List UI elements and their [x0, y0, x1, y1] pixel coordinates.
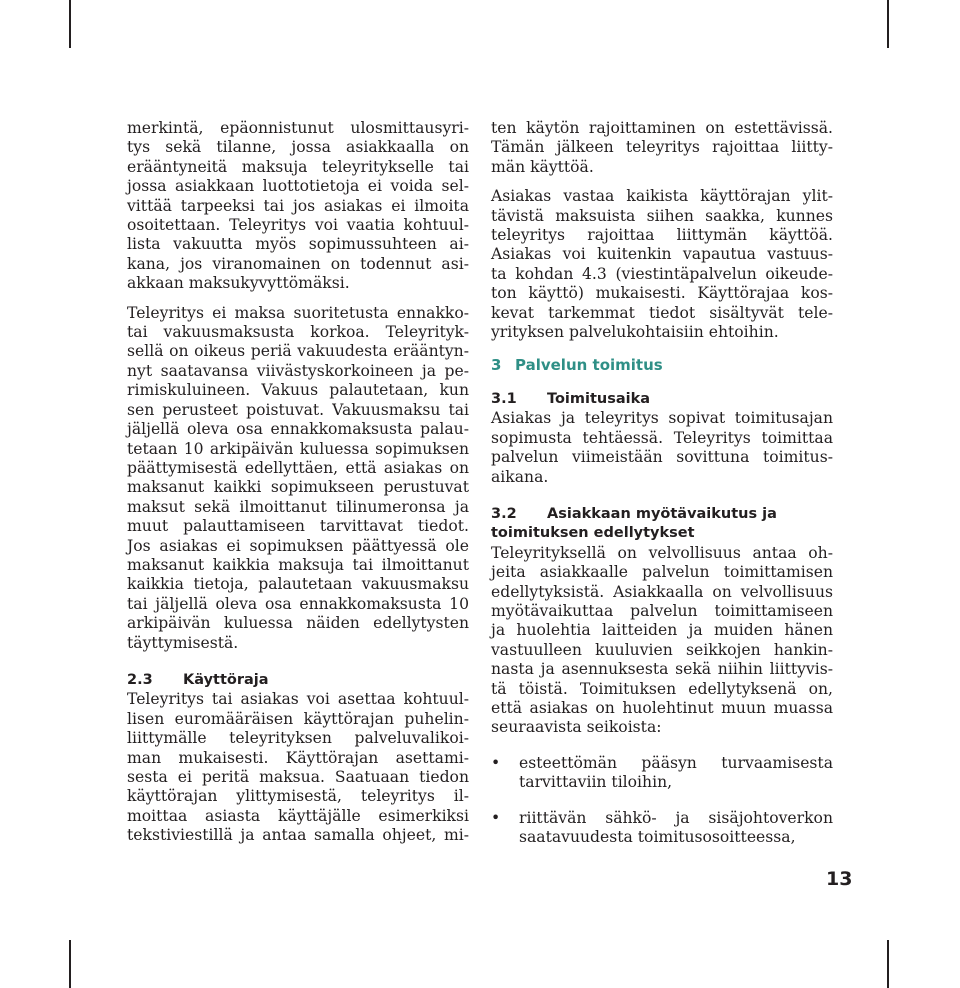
- left-paragraph-2: [127, 304, 469, 653]
- page-number: 13: [826, 868, 853, 890]
- text-line: maksut sekä ilmoittanut tilinumeronsa ja: [127, 497, 469, 516]
- left-column: [127, 119, 469, 846]
- text-line: tai jäljellä oleva osa ennakkomaksusta 10: [127, 594, 469, 613]
- section-number: 3: [491, 356, 502, 375]
- text-line: tetaan 10 arkipäivän kuluessa sopimuksen: [127, 439, 469, 458]
- text-line: saatavuudesta toimitusosoitteessa,: [519, 828, 796, 846]
- text-line: tai vakuusmaksusta korkoa. Teleyrityk-: [127, 323, 469, 342]
- text-line: Teleyritys ei maksa suoritetusta ennakko-: [127, 303, 469, 322]
- text-line: Asiakas vastaa kaikista käyttörajan ylit-: [491, 187, 833, 206]
- text-line: sellä on oikeus periä vakuudesta erääntyn-: [127, 342, 469, 361]
- text-line: kana, jos viranomainen on todennut asi-: [127, 254, 469, 273]
- section-heading: [491, 505, 833, 524]
- text-line: liittymälle teleyrityksen palveluvalikoi-: [127, 729, 469, 748]
- text-line: osoitettaan. Teleyritys voi vaatia kohtuul-: [127, 216, 469, 235]
- text-line: akkaan maksukyvyttömäksi.: [127, 274, 350, 293]
- text-line: man mukaisesti. Käyttörajan asettami-: [127, 748, 469, 767]
- text-line: esteettömän pääsyn turvaamisesta: [519, 753, 833, 772]
- text-line: päättymisestä edellyttäen, että asiakas on: [127, 458, 469, 477]
- text-line: jossa asiakkaan luottotietoja ei voida sel-: [127, 177, 469, 196]
- text-line: tarvittaviin tiloihin,: [519, 773, 673, 792]
- text-line: aikana.: [491, 467, 549, 486]
- section-heading: [491, 390, 833, 409]
- text-line: Asiakas voi kuitenkin vapautua vastuus-: [491, 245, 833, 264]
- section-3-2: [491, 505, 833, 738]
- text-line: kaikkia tietoja, palautetaan vakuusmaksu: [127, 575, 469, 594]
- bullet-item: [491, 809, 833, 848]
- text-line: sopimusta tehtäessä. Teleyritys toimittaa: [491, 428, 833, 447]
- section-3-1: [491, 390, 833, 487]
- section-title-continued: toimituksen edellytykset: [491, 525, 695, 542]
- text-line: yrityksen palvelukohtaisiin ehtoihin.: [491, 323, 779, 342]
- text-line: lisen euromääräisen käyttörajan puhelin-: [127, 709, 469, 728]
- section-title: Toimitusaika: [547, 390, 651, 407]
- text-line: edellytyksistä. Asiakkaalla on velvollisuus: [491, 582, 833, 601]
- text-line: jeita asiakkaalle palvelun toimittamisen: [491, 563, 833, 582]
- text-line: käyttörajan ylittymisestä, teleyritys il-: [127, 787, 469, 806]
- text-line: vittää tarpeeksi tai jos asiakas ei ilmoita: [127, 196, 469, 215]
- text-line: merkintä, epäonnistunut ulosmittausyri-: [127, 119, 469, 137]
- text-line: myötävaikuttaa palvelun toimittamiseen: [491, 601, 833, 620]
- section-2-3: [127, 671, 469, 846]
- text-line: teleyritys rajoittaa liittymän käyttöä.: [491, 226, 833, 245]
- text-line: riittävän sähkö- ja sisäjohtoverkon: [519, 808, 833, 827]
- text-line: rimiskuluineen. Vakuus palautetaan, kun: [127, 381, 469, 400]
- section-title: Käyttöraja: [183, 671, 269, 688]
- text-line: tävistä maksuista siihen saakka, kunnes: [491, 206, 833, 225]
- text-line: tä töistä. Toimituksen edellytyksenä on,: [491, 679, 833, 698]
- text-line: tys sekä tilanne, jossa asiakkaalla on: [127, 138, 469, 157]
- bullet-dot: •: [491, 753, 501, 772]
- section-number: 3.1: [491, 390, 517, 407]
- text-line: Teleyrityksellä on velvollisuus antaa oh-: [491, 543, 833, 562]
- bullet-item: [491, 754, 833, 793]
- crop-mark-top-right: [887, 0, 889, 48]
- text-line: maksanut kaikki sopimukseen perustuvat: [127, 478, 469, 497]
- text-line: seuraavista seikoista:: [491, 718, 662, 737]
- left-paragraph-1: [127, 119, 469, 294]
- bullet-dot: •: [491, 808, 501, 827]
- text-line: ten käytön rajoittaminen on estettävissä.: [491, 119, 833, 137]
- text-line: muut palauttamiseen tarvittavat tiedot.: [127, 517, 469, 536]
- text-line: vastuulleen kuuluvien seikkojen hankin-: [491, 640, 833, 659]
- text-line: kevat tarkemmat tiedot sisältyvät tele-: [491, 303, 833, 322]
- text-line: nasta ja asennuksesta sekä niihin liittyvis-: [491, 660, 833, 679]
- text-line: moittaa asiasta käyttäjälle esimerkiksi: [127, 806, 469, 825]
- text-line: Tämän jälkeen teleyritys rajoittaa liitty-: [491, 138, 833, 157]
- right-paragraph-2: [491, 187, 833, 342]
- section-heading: [127, 671, 469, 690]
- text-line: lista vakuutta myös sopimussuhteen ai-: [127, 235, 469, 254]
- section-title: Palvelun toimitus: [515, 356, 663, 375]
- text-line: sen perusteet poistuvat. Vakuusmaksu tai: [127, 400, 469, 419]
- text-line: palvelun viimeistään sovittuna toimitus-: [491, 448, 833, 467]
- text-line: ton käyttö) mukaisesti. Käyttörajaa kos-: [491, 284, 833, 303]
- text-line: maksanut kaikkia maksuja tai ilmoittanut: [127, 555, 469, 574]
- crop-mark-bottom-right: [887, 940, 889, 988]
- text-line: Jos asiakas ei sopimuksen päättyessä ole: [127, 536, 469, 555]
- text-line: tekstiviestillä ja antaa samalla ohjeet, mi-: [127, 826, 469, 845]
- section-number: 3.2: [491, 505, 517, 522]
- text-line: täyttymisestä.: [127, 633, 239, 652]
- text-line: Asiakas ja teleyritys sopivat toimitusajan: [491, 409, 833, 428]
- text-line: erääntyneitä maksuja teleyritykselle tai: [127, 157, 469, 176]
- text-line: män käyttöä.: [491, 157, 594, 176]
- right-column: [491, 119, 833, 847]
- crop-mark-top-left: [69, 0, 71, 48]
- section-number: 2.3: [127, 671, 153, 688]
- crop-mark-bottom-left: [69, 940, 71, 988]
- text-line: että asiakas on huolehtinut muun muassa: [491, 698, 833, 717]
- text-line: jäljellä oleva osa ennakkomaksusta palau-: [127, 420, 469, 439]
- text-line: arkipäivän kuluessa näiden edellytysten: [127, 614, 469, 633]
- text-line: Teleyritys tai asiakas voi asettaa kohtuul-: [127, 690, 469, 709]
- section-heading-3: [491, 356, 833, 375]
- text-line: ja huolehtia laitteiden ja muiden hänen: [491, 621, 833, 640]
- text-line: nyt saatavansa viivästyskorkoineen ja pe-: [127, 361, 469, 380]
- text-line: ta kohdan 4.3 (viestintäpalvelun oikeude-: [491, 264, 833, 283]
- section-title: Asiakkaan myötävaikutus ja: [547, 505, 777, 522]
- right-paragraph-1: [491, 119, 833, 177]
- text-line: sesta ei peritä maksua. Saatuaan tiedon: [127, 768, 469, 786]
